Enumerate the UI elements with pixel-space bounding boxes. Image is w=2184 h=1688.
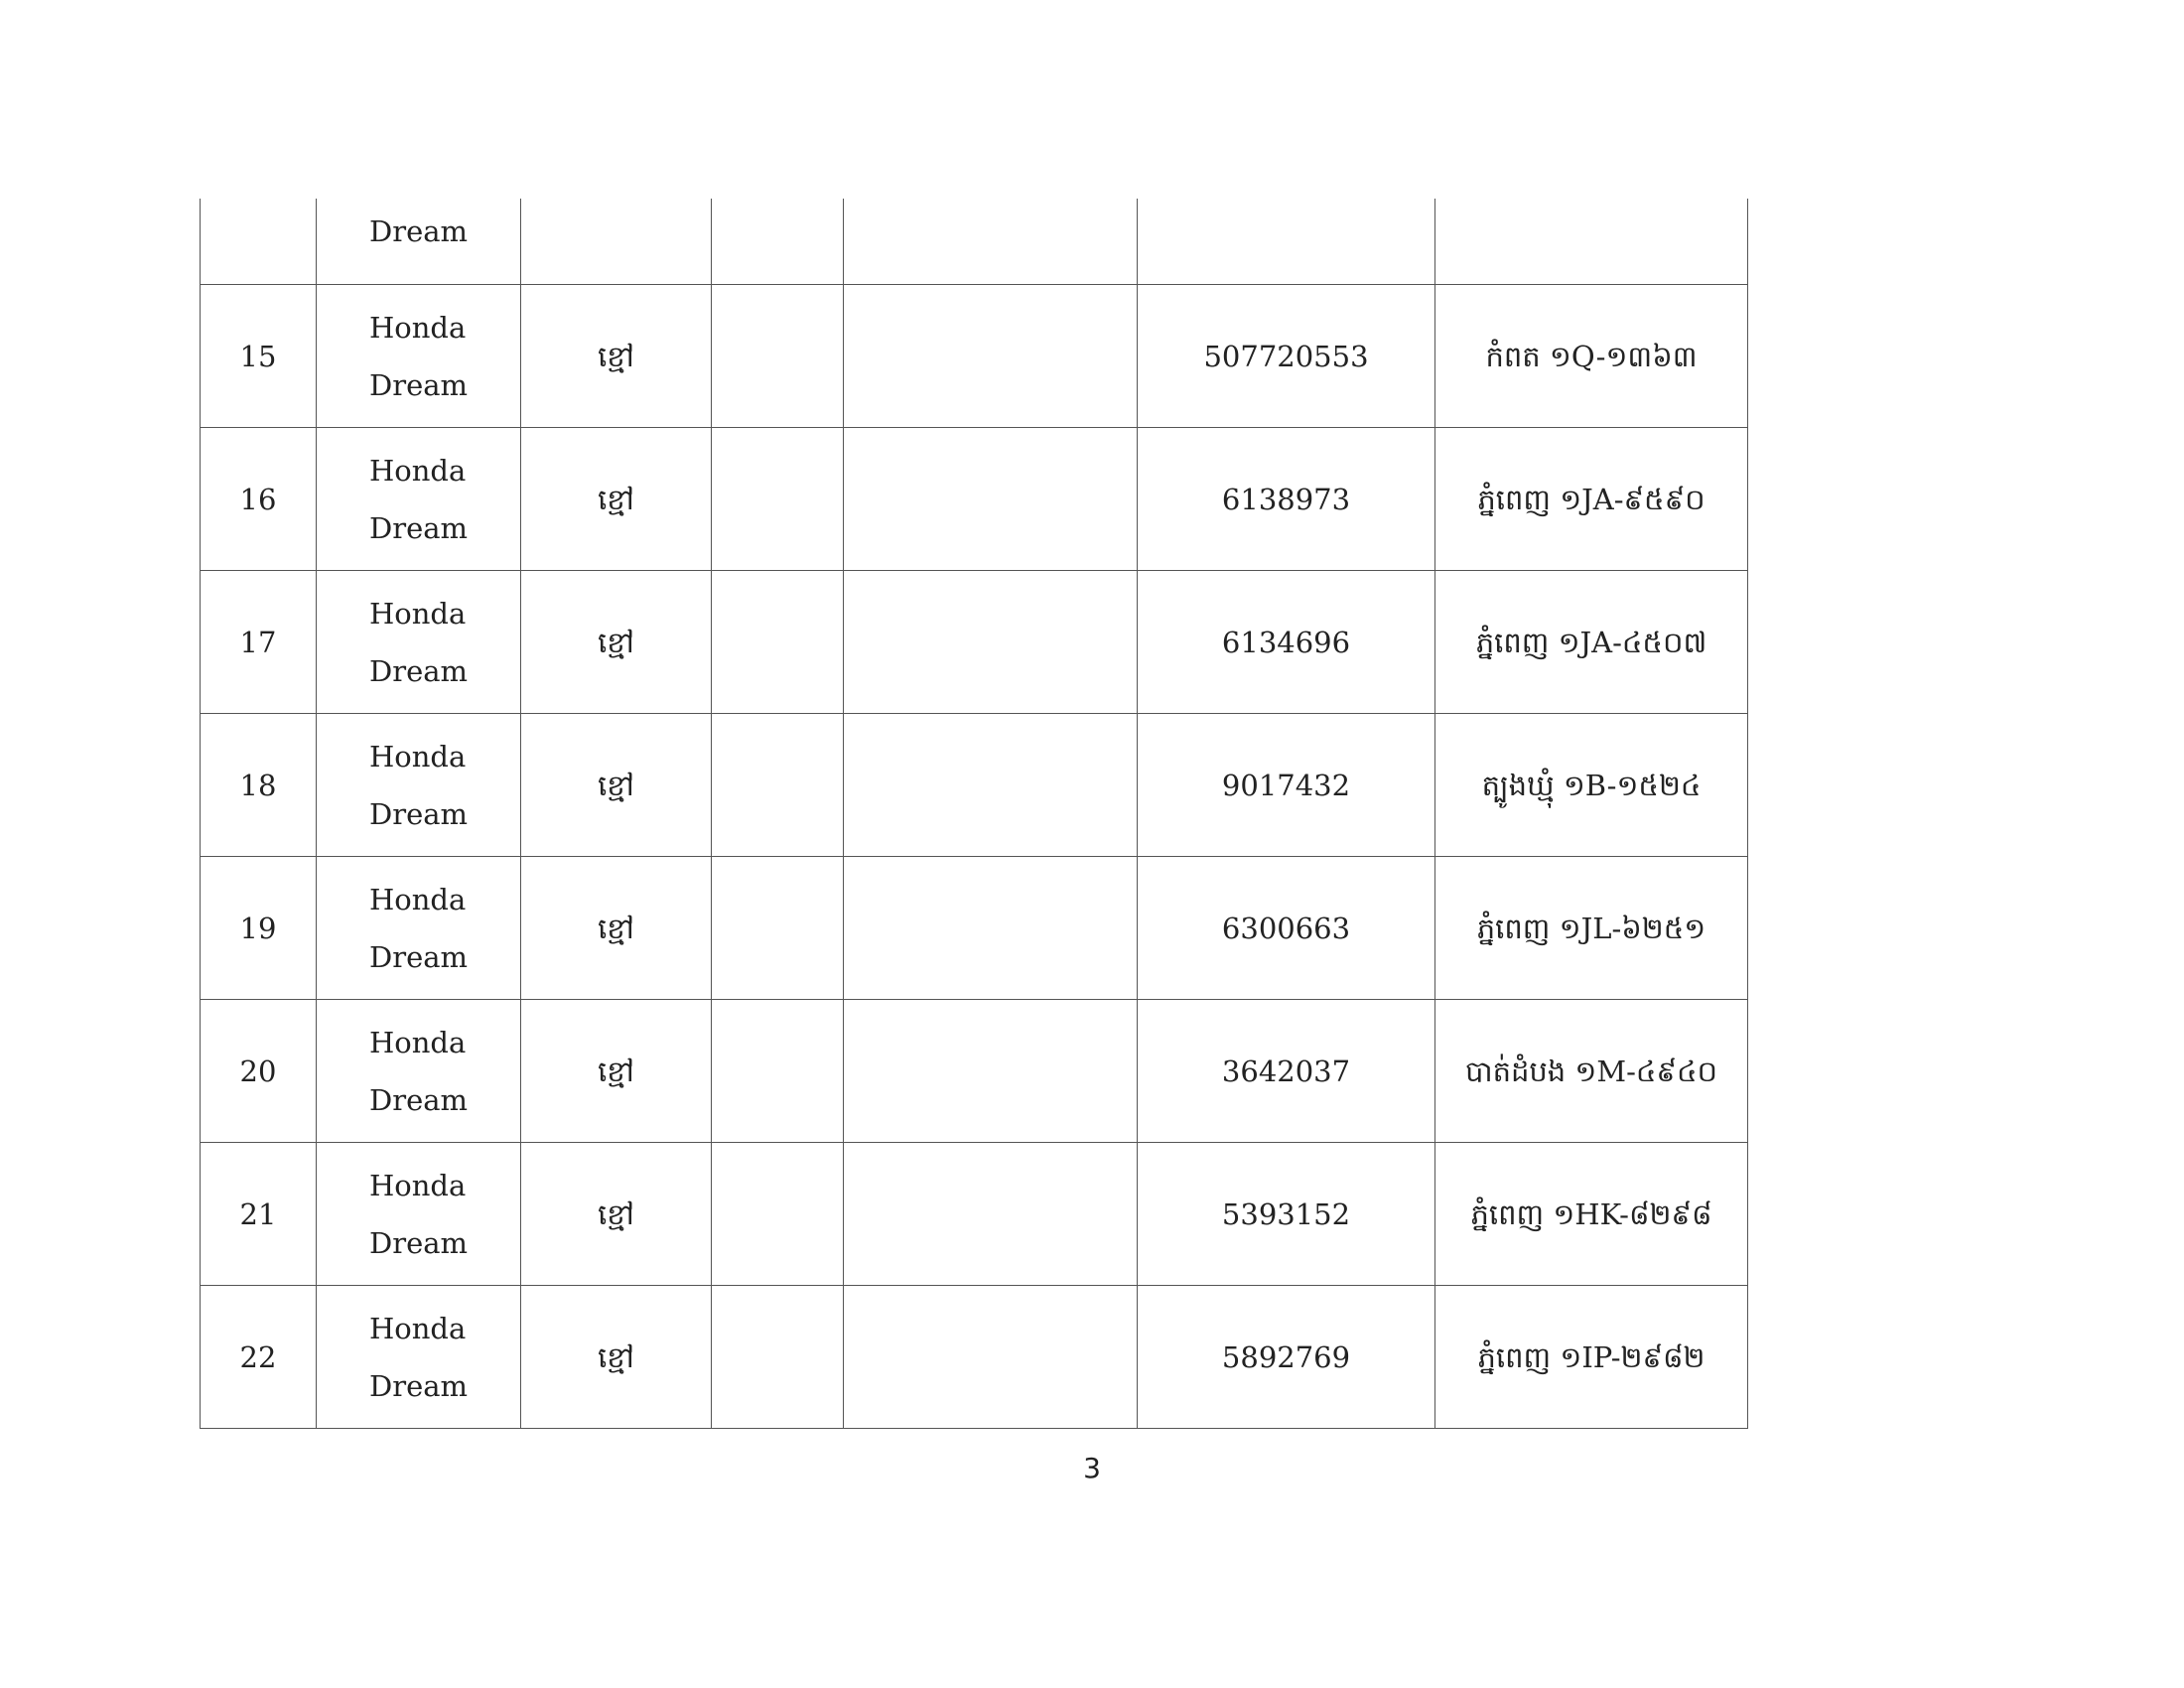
cell-engine xyxy=(712,1000,844,1143)
page-number: 3 xyxy=(1083,1452,1101,1484)
table-row xyxy=(201,1286,1748,1429)
cell-no: 18 xyxy=(201,714,317,857)
cell-plate: បាត់ដំបង ១M-៤៩៤០ xyxy=(1435,1000,1748,1143)
model-line1: Honda xyxy=(368,596,467,631)
cell-engine xyxy=(712,428,844,571)
cell-model xyxy=(317,1000,521,1143)
table-row xyxy=(201,1143,1748,1286)
model-text xyxy=(369,585,468,700)
cell-no xyxy=(201,199,317,285)
cell-engine xyxy=(712,1143,844,1286)
cell-plate xyxy=(1435,199,1748,285)
cell-frame xyxy=(844,1143,1138,1286)
cell-engine xyxy=(712,714,844,857)
cell-plate: ភ្នំពេញ ១HK-៨២៩៨ xyxy=(1435,1143,1748,1286)
cell-number: 3642037 xyxy=(1138,1000,1435,1143)
cell-number: 9017432 xyxy=(1138,714,1435,857)
model-text xyxy=(369,1300,468,1415)
model-line2: Dream xyxy=(368,1368,469,1403)
cell-model xyxy=(317,428,521,571)
cell-plate: ភ្នំពេញ ១JA-៤៥០៧ xyxy=(1435,571,1748,714)
cell-number: 6300663 xyxy=(1138,857,1435,1000)
cell-engine xyxy=(712,857,844,1000)
model-text xyxy=(369,203,468,260)
cell-model xyxy=(317,571,521,714)
model-line2: Dream xyxy=(368,510,469,545)
model-line1: Honda xyxy=(368,1168,467,1202)
model-line1: Honda xyxy=(368,739,467,774)
table-row-continuation xyxy=(201,199,1748,285)
cell-plate: ភ្នំពេញ ១JL-៦២៥១ xyxy=(1435,857,1748,1000)
cell-model xyxy=(317,714,521,857)
cell-no: 16 xyxy=(201,428,317,571)
cell-number: 5393152 xyxy=(1138,1143,1435,1286)
model-text xyxy=(369,1157,468,1272)
model-line2: Dream xyxy=(368,1225,469,1260)
cell-frame xyxy=(844,857,1138,1000)
cell-frame xyxy=(844,1000,1138,1143)
cell-color: ខ្មៅ xyxy=(521,1286,712,1429)
cell-plate: ភ្នំពេញ ១JA-៩៥៩០ xyxy=(1435,428,1748,571)
cell-no: 15 xyxy=(201,285,317,428)
cell-engine xyxy=(712,571,844,714)
cell-number: 6138973 xyxy=(1138,428,1435,571)
vehicle-table xyxy=(200,199,1748,1429)
cell-frame xyxy=(844,199,1138,285)
cell-no: 17 xyxy=(201,571,317,714)
cell-no: 19 xyxy=(201,857,317,1000)
cell-color: ខ្មៅ xyxy=(521,571,712,714)
cell-color: ខ្មៅ xyxy=(521,1143,712,1286)
table-row xyxy=(201,857,1748,1000)
cell-no: 20 xyxy=(201,1000,317,1143)
cell-color: ខ្មៅ xyxy=(521,1000,712,1143)
cell-model xyxy=(317,285,521,428)
table-body xyxy=(201,199,1748,1429)
cell-frame xyxy=(844,285,1138,428)
model-line2: Dream xyxy=(368,796,469,831)
cell-frame xyxy=(844,428,1138,571)
cell-color: ខ្មៅ xyxy=(521,714,712,857)
cell-number: 5892769 xyxy=(1138,1286,1435,1429)
table-row xyxy=(201,714,1748,857)
cell-number: 6134696 xyxy=(1138,571,1435,714)
cell-no: 21 xyxy=(201,1143,317,1286)
model-text xyxy=(369,299,468,414)
cell-model xyxy=(317,1286,521,1429)
model-line1: Honda xyxy=(368,1311,467,1345)
cell-frame xyxy=(844,571,1138,714)
cell-frame xyxy=(844,1286,1138,1429)
cell-model xyxy=(317,1143,521,1286)
cell-color: ខ្មៅ xyxy=(521,857,712,1000)
cell-plate: ភ្នំពេញ ១IP-២៩៨២ xyxy=(1435,1286,1748,1429)
model-line1: Honda xyxy=(368,1025,467,1059)
cell-model xyxy=(317,199,521,285)
model-line1: Honda xyxy=(368,310,467,345)
table-row xyxy=(201,1000,1748,1143)
cell-color: ខ្មៅ xyxy=(521,428,712,571)
model-line2: Dream xyxy=(368,939,469,974)
cell-frame xyxy=(844,714,1138,857)
cell-number xyxy=(1138,199,1435,285)
cell-color xyxy=(521,199,712,285)
table-row xyxy=(201,285,1748,428)
cell-engine xyxy=(712,285,844,428)
cell-engine xyxy=(712,199,844,285)
model-line1: Honda xyxy=(368,453,467,488)
model-line2: Dream xyxy=(368,653,469,688)
cell-engine xyxy=(712,1286,844,1429)
model-text xyxy=(369,871,468,986)
model-line2: Dream xyxy=(368,214,469,248)
cell-number: 507720553 xyxy=(1138,285,1435,428)
cell-color: ខ្មៅ xyxy=(521,285,712,428)
cell-plate: កំពត ១Q-១៣៦៣ xyxy=(1435,285,1748,428)
model-text xyxy=(369,442,468,557)
table-row xyxy=(201,571,1748,714)
model-text xyxy=(369,1014,468,1129)
model-line1: Honda xyxy=(368,882,467,916)
cell-no: 22 xyxy=(201,1286,317,1429)
model-text xyxy=(369,728,468,843)
model-line2: Dream xyxy=(368,1082,469,1117)
table-row xyxy=(201,428,1748,571)
cell-plate: ត្បូងឃ្មុំ ១B-១៥២៤ xyxy=(1435,714,1748,857)
cell-model xyxy=(317,857,521,1000)
model-line2: Dream xyxy=(368,367,469,402)
